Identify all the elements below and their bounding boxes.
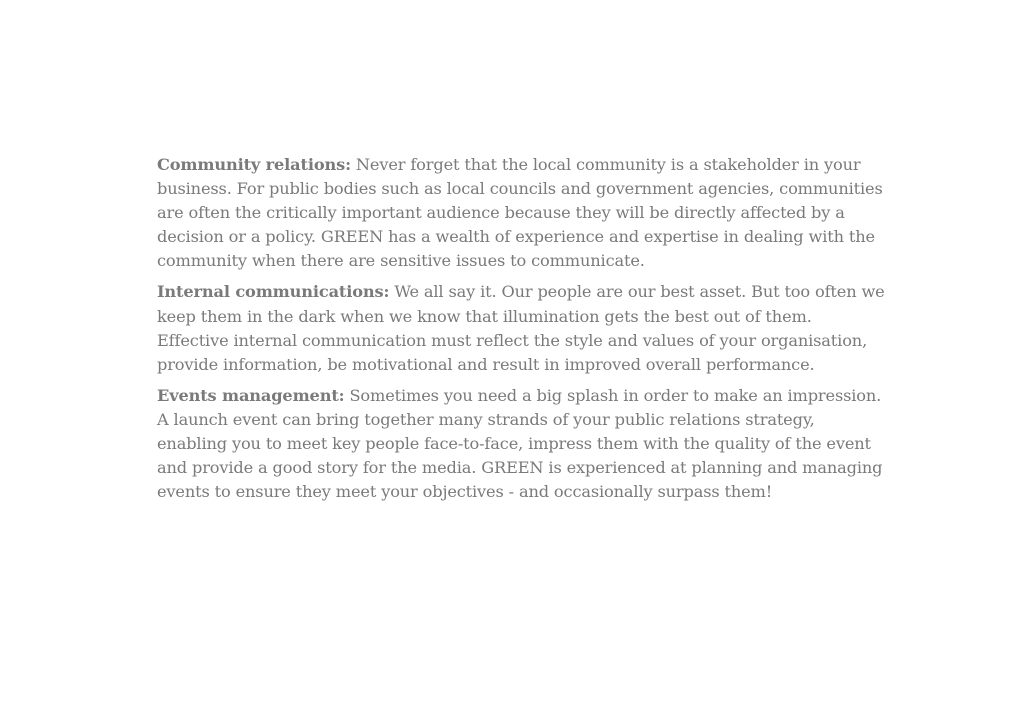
paragraph-text: We all say it. Our people are our best asset. But too often we keep them in the dark when we know that illumination gets the best out of them. Effective internal communication must reflect the style and values of your organisation, provide information, be motivational and result in improved overall performance. — [157, 282, 885, 374]
paragraph-community-relations — [157, 153, 887, 273]
paragraph-heading: Community relations: — [157, 155, 351, 174]
paragraph-events-management — [157, 384, 887, 504]
paragraph-text: Sometimes you need a big splash in order to make an impression. A launch event can bring together many strands of your public relations strategy, enabling you to meet key people face-to-face, impress them with the quality of the event and provide a good story for the media. GREEN is experienced at planning and managing events to ensure they meet your objectives - and occasionally surpass them! — [157, 385, 883, 502]
document-body — [157, 153, 887, 511]
paragraph-heading: Events management: — [157, 385, 345, 405]
paragraph-internal-communications — [157, 280, 887, 376]
paragraph-text: Never forget that the local community is a stakeholder in your business. For public bodies such as local councils and government agencies, communities are often the critically important audience because they will be directly affected by a decision or a policy. GREEN has a wealth of experience and expertise in dealing with the community when there are sensitive issues to communicate. — [157, 155, 883, 271]
paragraph-heading: Internal communications: — [157, 282, 390, 302]
